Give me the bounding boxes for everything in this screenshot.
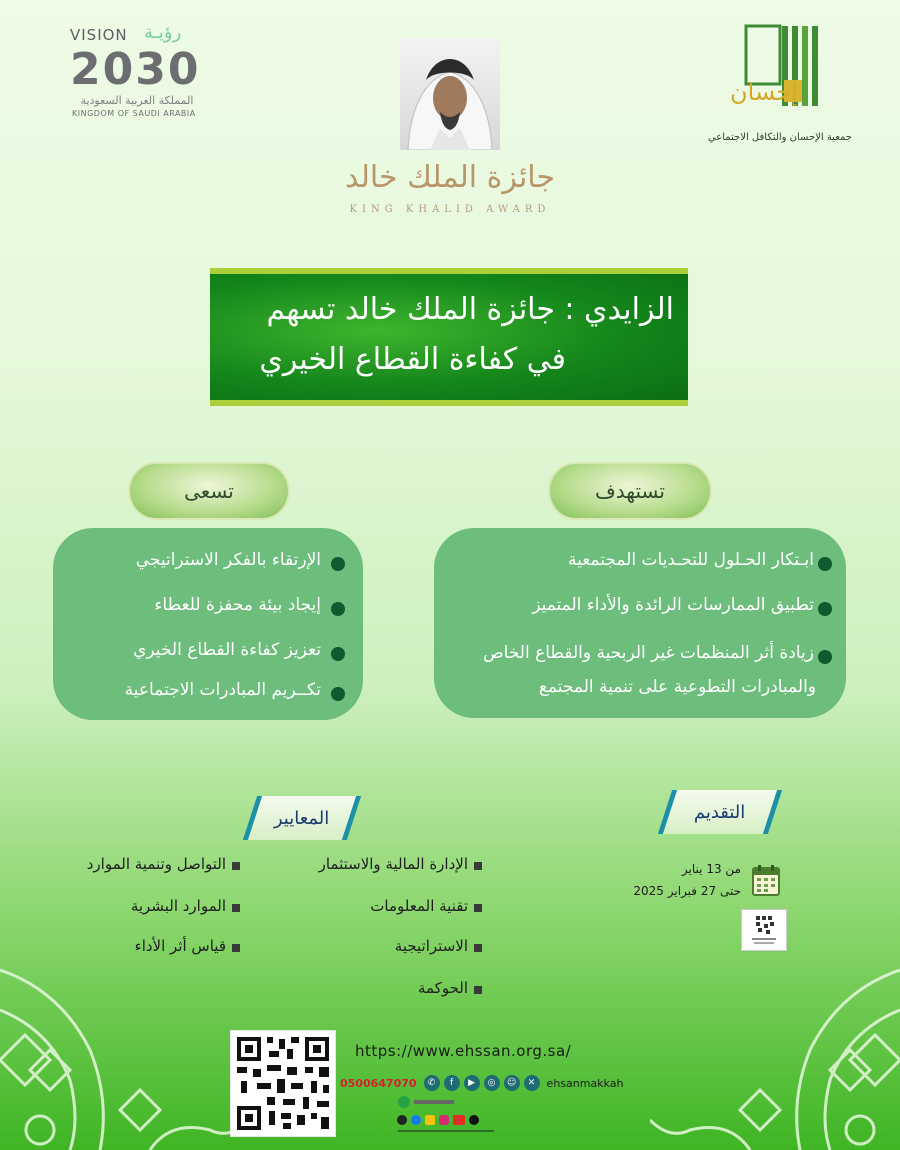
ehsan-org-name: جمعية الإحسان والتكافل الاجتماعي bbox=[707, 132, 852, 143]
targets-tab bbox=[548, 462, 712, 520]
phone-number[interactable]: 0500647070 bbox=[340, 1076, 417, 1090]
bullet-dot bbox=[818, 602, 832, 616]
target-item: تطبيق الممارسات الرائدة والأداء المتميز bbox=[532, 595, 814, 615]
ehsan-logo bbox=[707, 20, 852, 170]
apply-label: التقديم bbox=[694, 801, 746, 823]
bullet-square bbox=[474, 986, 482, 994]
king-portrait bbox=[400, 38, 500, 150]
targets-box bbox=[434, 528, 846, 718]
criteria-item: التواصل وتنمية الموارد bbox=[86, 855, 226, 873]
criteria-label: المعايير bbox=[274, 807, 330, 829]
social-handle[interactable]: ehsanmakkah bbox=[546, 1076, 624, 1090]
bullet-square bbox=[232, 862, 240, 870]
award-name-en: KING KHALID AWARD bbox=[349, 204, 551, 215]
target-item-continued: والمبادرات التطوعية على تنمية المجتمع bbox=[538, 677, 816, 697]
bullet-square bbox=[474, 862, 482, 870]
target-item: زيادة أثر المنظمات غير الربحية والقطاع الخاص bbox=[483, 643, 814, 663]
apply-date-from: من 13 يناير bbox=[681, 862, 741, 876]
website-link[interactable]: https://www.ehssan.org.sa/ bbox=[355, 1042, 572, 1060]
ornament-right bbox=[650, 930, 900, 1150]
vision-ar-label: رؤيـة bbox=[144, 22, 182, 43]
criteria-item: تقنية المعلومات bbox=[370, 897, 468, 915]
facebook-icon[interactable]: f bbox=[444, 1075, 460, 1091]
social-icons-small bbox=[392, 1094, 502, 1136]
criteria-item: الإدارة المالية والاستثمار bbox=[318, 855, 468, 873]
target-item: ابـتكار الحـلول للتحـديات المجتمعية bbox=[567, 550, 814, 570]
aims-label: تسعى bbox=[184, 479, 234, 503]
bullet-dot bbox=[818, 557, 832, 571]
social-row bbox=[340, 1072, 623, 1094]
vision-year: 2030 bbox=[70, 44, 201, 95]
title-line-1: الزايدي : جائزة الملك خالد تسهم bbox=[266, 292, 674, 327]
aim-item: تكــريم المبادرات الاجتماعية bbox=[124, 680, 321, 700]
criteria-item: الموارد البشرية bbox=[130, 897, 226, 915]
bullet-dot bbox=[818, 650, 832, 664]
bullet-square bbox=[232, 904, 240, 912]
criteria-tab bbox=[243, 796, 361, 840]
title-banner bbox=[210, 268, 688, 406]
bullet-dot bbox=[331, 557, 345, 571]
snapchat-icon[interactable]: ☺ bbox=[504, 1075, 520, 1091]
ehsan-word: إحسان bbox=[730, 78, 798, 106]
aims-tab bbox=[128, 462, 290, 520]
aims-box bbox=[53, 528, 363, 720]
bullet-dot bbox=[331, 602, 345, 616]
vision-2030-logo bbox=[70, 22, 210, 121]
aim-item: الإرتقاء بالفكر الاستراتيجي bbox=[135, 550, 321, 570]
apply-date-to: حتى 27 فبراير 2025 bbox=[633, 884, 741, 898]
criteria-item: قياس أثر الأداء bbox=[134, 937, 226, 955]
aim-item: إيجاد بيئة محفزة للعطاء bbox=[154, 595, 321, 615]
award-name-ar: جائزة الملك خالد bbox=[345, 160, 555, 195]
website-qr-code[interactable] bbox=[230, 1030, 336, 1137]
bullet-square bbox=[474, 944, 482, 952]
criteria-item: الاستراتيجية bbox=[394, 937, 468, 955]
vision-label: VISION bbox=[70, 26, 128, 44]
bullet-dot bbox=[331, 647, 345, 661]
apply-tab bbox=[658, 790, 782, 834]
ornament-left bbox=[0, 930, 250, 1150]
calendar-icon bbox=[752, 864, 780, 896]
whatsapp-icon[interactable]: ✆ bbox=[424, 1075, 440, 1091]
targets-label: تستهدف bbox=[595, 479, 665, 503]
x-icon[interactable]: ✕ bbox=[524, 1075, 540, 1091]
youtube-icon[interactable]: ▶ bbox=[464, 1075, 480, 1091]
criteria-item: الحوكمة bbox=[417, 979, 468, 997]
title-line-2: في كفاءة القطاع الخيري bbox=[259, 342, 566, 377]
bullet-square bbox=[474, 904, 482, 912]
kingdom-ar: المملكة العربية السعودية bbox=[80, 94, 194, 107]
bullet-dot bbox=[331, 687, 345, 701]
aim-item: تعزيز كفاءة القطاع الخيري bbox=[133, 640, 321, 660]
kingdom-en: KINGDOM OF SAUDI ARABIA bbox=[72, 109, 196, 118]
instagram-icon[interactable]: ◎ bbox=[484, 1075, 500, 1091]
